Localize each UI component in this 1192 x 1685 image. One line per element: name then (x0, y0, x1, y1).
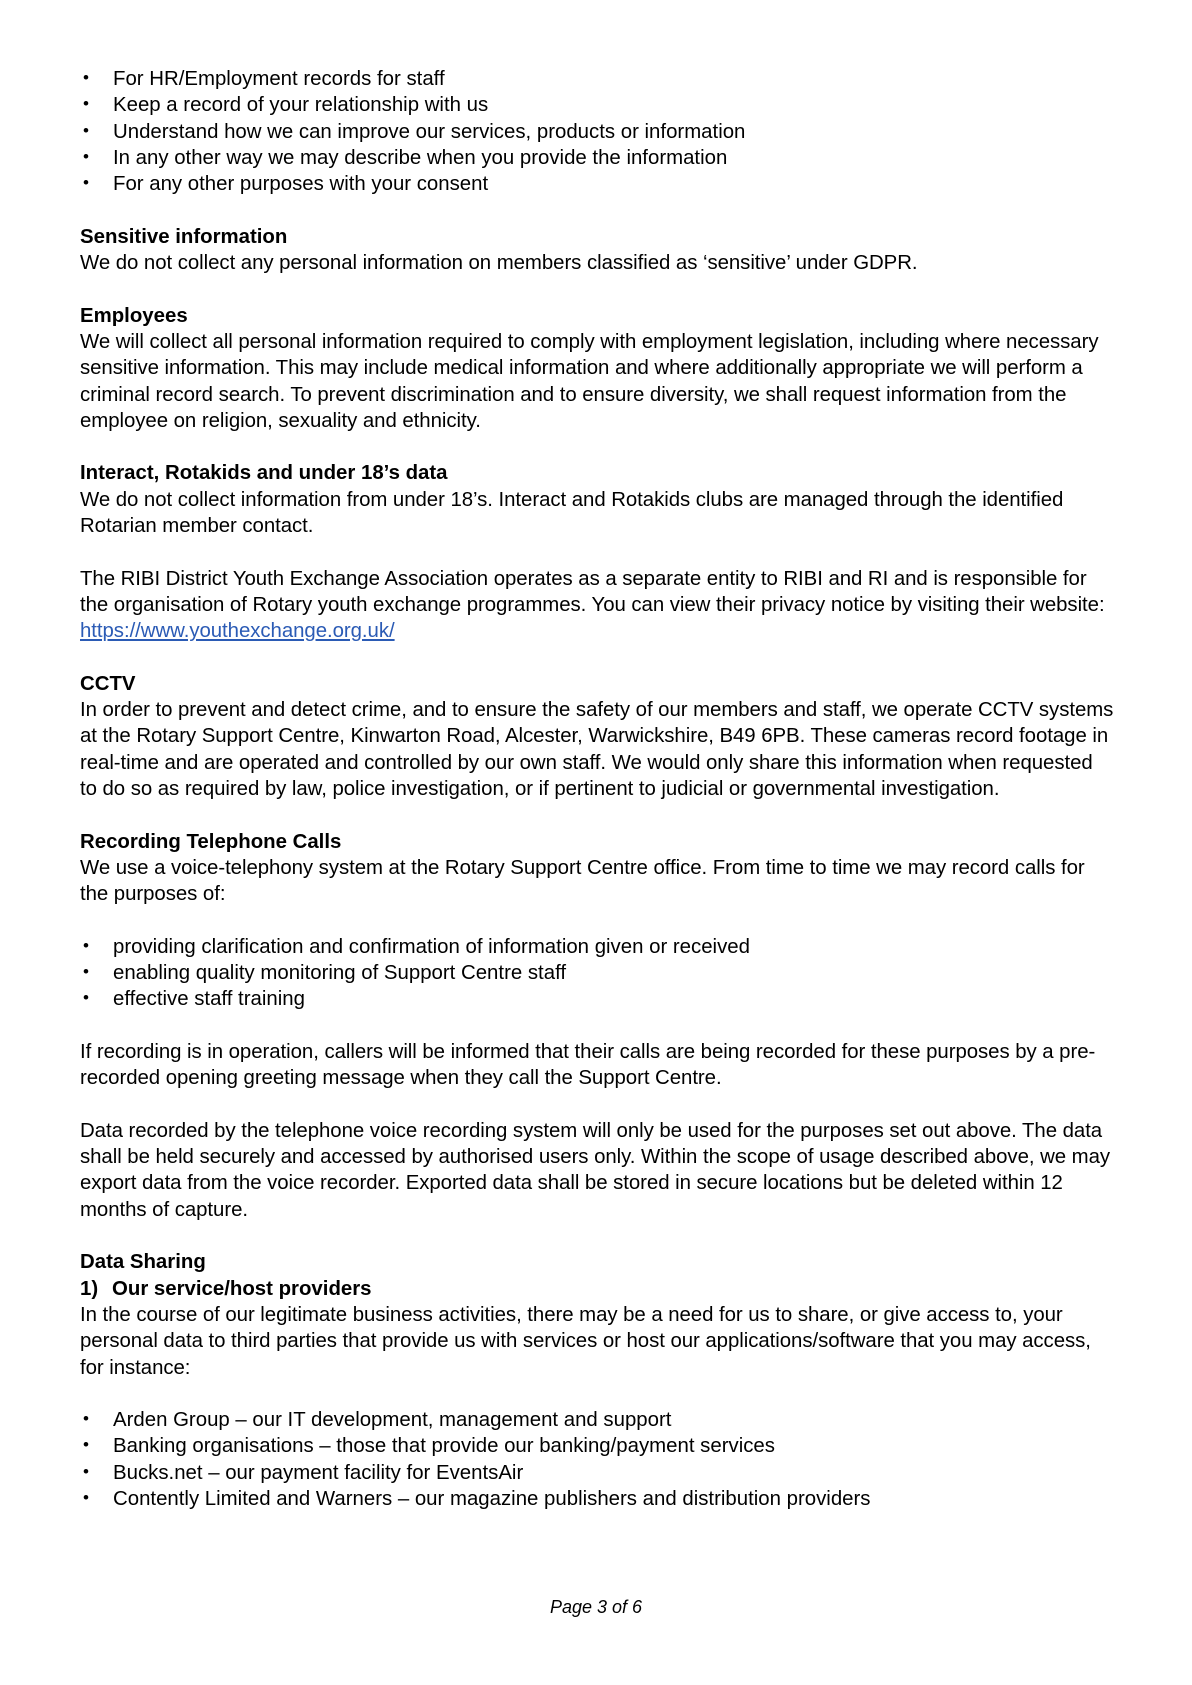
section-heading-employees: Employees (80, 304, 188, 327)
list-item-number: 1) (80, 1277, 99, 1300)
youth-exchange-text: The RIBI District Youth Exchange Association operates as a separate entity to RIBI and RI and is responsible for the organisation of Rotary youth exchange programmes. You can view their privacy notice by visiting their website: (80, 567, 1105, 616)
paragraph-youth-exchange (80, 566, 1114, 645)
numbered-list-item-service-host-providers (80, 1276, 1114, 1302)
page-content (80, 66, 1114, 1512)
spacer (80, 276, 1114, 302)
page-footer: Page 3 of 6 (549, 1597, 643, 1617)
list-item: • Arden Group – our IT development, management and support (80, 1407, 1114, 1433)
paragraph-interact-rotakids: We do not collect information from under 18’s. Interact and Rotakids clubs are managed through the identified Rotarian member contact. (80, 488, 1064, 538)
list-item: • enabling quality monitoring of Support Centre staff (80, 960, 1114, 986)
list-item: • Bucks.net – our payment facility for EventsAir (80, 1460, 1114, 1486)
paragraph-cctv: In order to prevent and detect crime, and to ensure the safety of our members and staff, we operate CCTV systems at the Rotary Support Centre, Kinwarton Road, Alcester, Warwickshire, B49 6PB. These cameras record footage in real-time and are operated and controlled by our own staff. We would only share this information when requested to do so as required by law, police investigation, or if pertinent to judicial or governmental investigation. (80, 699, 1114, 801)
list-item: • effective staff training (80, 986, 1114, 1012)
list-item-label: Our service/host providers (112, 1277, 372, 1300)
spacer (80, 908, 1114, 934)
spacer (80, 197, 1114, 223)
list-item: • Banking organisations – those that provide our banking/payment services (80, 1433, 1114, 1459)
list-item: • In any other way we may describe when you provide the information (80, 145, 1114, 171)
youth-exchange-link[interactable]: https://www.youthexchange.org.uk/ (80, 620, 395, 643)
paragraph-recording-intro: We use a voice-telephony system at the Rotary Support Centre office. From time to time we may record calls for the purposes of: (80, 856, 1085, 906)
purposes-bullet-list (80, 66, 1114, 197)
section-heading-sensitive-information: Sensitive information (80, 225, 288, 248)
list-item: • Contently Limited and Warners – our magazine publishers and distribution providers (80, 1486, 1114, 1512)
data-sharing-numbered-list (80, 1276, 1114, 1302)
paragraph-recording-notice: If recording is in operation, callers will be informed that their calls are being recorded for these purposes by a pre-recorded opening greeting message when they call the Support Centre. (80, 1040, 1096, 1090)
section-heading-data-sharing: Data Sharing (80, 1251, 206, 1274)
paragraph-data-sharing: In the course of our legitimate business activities, there may be a need for us to share, or give access to, your personal data to third parties that provide us with services or host our applications/software that you may access, for instance: (80, 1303, 1091, 1379)
spacer (80, 1381, 1114, 1407)
spacer (80, 802, 1114, 828)
section-heading-interact-rotakids: Interact, Rotakids and under 18’s data (80, 462, 448, 485)
paragraph-recording-retention: Data recorded by the telephone voice recording system will only be used for the purposes set out above. The data shall be held securely and accessed by authorised users only. Within the scope of usage described above, we may export data from the voice recorder. Exported data shall be stored in secure locations but be deleted within 12 months of capture. (80, 1119, 1111, 1221)
list-item: • For any other purposes with your consent (80, 171, 1114, 197)
paragraph-employees: We will collect all personal information required to comply with employment legislation, including where necessary sensitive information. This may include medical information and where additionally appropriate we will perform a criminal record search. To prevent discrimination and to ensure diversity, we shall request information from the employee on religion, sexuality and ethnicity. (80, 330, 1099, 432)
spacer (80, 434, 1114, 460)
section-heading-cctv: CCTV (80, 672, 136, 695)
recording-purposes-bullet-list (80, 934, 1114, 1013)
spacer (80, 1223, 1114, 1249)
section-heading-recording-telephone-calls: Recording Telephone Calls (80, 830, 342, 853)
list-item: • Keep a record of your relationship with us (80, 92, 1114, 118)
paragraph-sensitive-information: We do not collect any personal information on members classified as ‘sensitive’ under GDPR. (80, 252, 918, 275)
spacer (80, 1092, 1114, 1118)
list-item: • For HR/Employment records for staff (80, 66, 1114, 92)
spacer (80, 539, 1114, 565)
list-item: • Understand how we can improve our services, products or information (80, 119, 1114, 145)
spacer (80, 1013, 1114, 1039)
data-sharing-bullet-list (80, 1407, 1114, 1512)
spacer (80, 645, 1114, 671)
list-item: • providing clarification and confirmation of information given or received (80, 934, 1114, 960)
